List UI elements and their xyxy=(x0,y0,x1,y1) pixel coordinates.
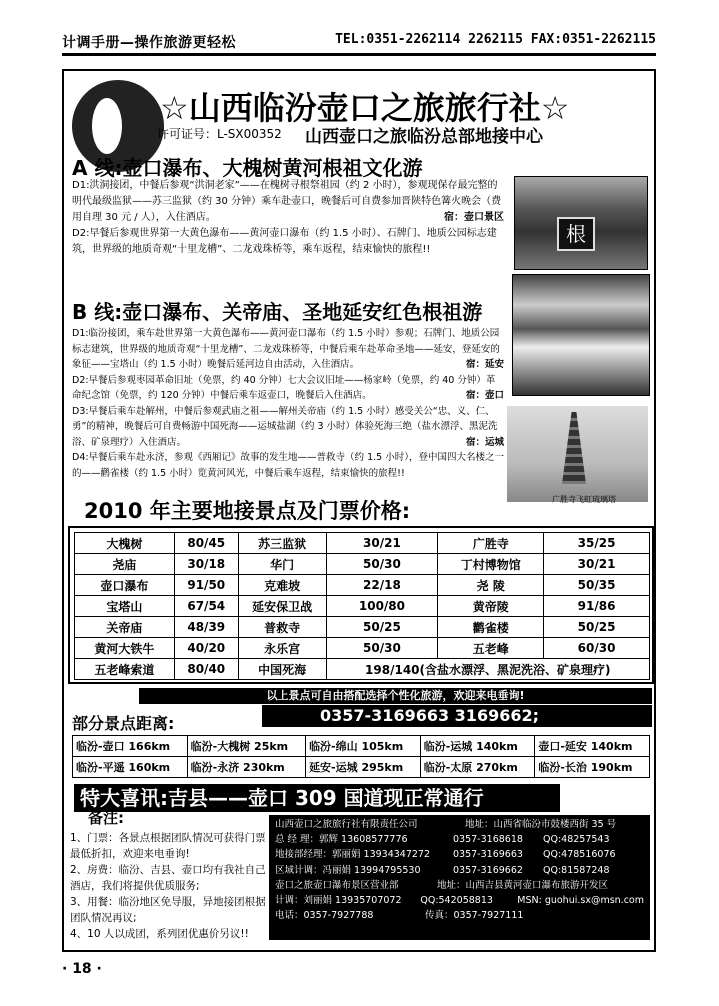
table-cell: 临汾-太原 270km xyxy=(420,757,535,778)
route-b-day-3 xyxy=(72,404,504,451)
contact-row xyxy=(275,893,644,908)
table-cell: 临汾-永济 230km xyxy=(187,757,305,778)
contact-name: 区域计调：冯丽娟 13994795530 xyxy=(275,864,421,876)
photo-caption: 广胜寺飞虹琉璃塔 xyxy=(552,495,616,504)
contact-fax: 传真：0357-7927111 xyxy=(425,910,524,922)
table-cell: 22/18 xyxy=(326,575,438,596)
table-cell: 大槐树 xyxy=(75,533,175,554)
table-cell: 临汾-运城 140km xyxy=(420,736,535,757)
table-cell: 延安-运城 295km xyxy=(306,757,421,778)
table-cell: 五老峰索道 xyxy=(75,659,175,680)
day-text: D3:早餐后乘车赴解州，中餐后参观武庙之祖——解州关帝庙（约 1.5 小时）感受关公“忠、义、仁、勇”的精神，晚餐后可自费畅游中国死海——运城盐湖（约 3 小时）体验死海三绝（盐水漂浮、黑泥洗浴、矿泉理疗）入住酒店。 xyxy=(72,405,498,448)
day-stay: 宿：延安 xyxy=(465,359,504,370)
table-cell: 壶口瀑布 xyxy=(75,575,175,596)
contact-phone: 0357-3169663 xyxy=(453,849,523,861)
table-cell: 临汾-长治 190km xyxy=(535,757,650,778)
table-cell: 苏三监狱 xyxy=(238,533,326,554)
day-stay: 宿：壶口 xyxy=(465,390,504,401)
agency-title: ☆山西临汾壶口之旅旅行社☆ xyxy=(160,89,570,127)
distance-title: 部分景点距离: xyxy=(72,714,175,733)
table-cell: 30/18 xyxy=(174,554,238,575)
notes-list xyxy=(70,830,270,942)
contact-row xyxy=(275,847,644,862)
table-row xyxy=(73,736,650,757)
table-cell: 中国死海 xyxy=(238,659,326,680)
table-cell: 50/25 xyxy=(326,617,438,638)
route-b-itinerary xyxy=(72,326,504,481)
route-a-itinerary xyxy=(72,178,504,258)
table-cell: 广胜寺 xyxy=(438,533,544,554)
table-cell: 关帝庙 xyxy=(75,617,175,638)
contact-name: 地接部经理：郭丽娟 13934347272 xyxy=(275,849,431,861)
contact-qq: QQ:542058813 xyxy=(420,895,493,907)
phone-numbers: 0357-3169663 3169662; xyxy=(262,705,652,727)
table-cell: 华门 xyxy=(238,554,326,575)
table-row xyxy=(75,659,650,680)
day-stay: 宿：运城 xyxy=(465,436,504,448)
table-cell: 永乐宫 xyxy=(238,638,326,659)
table-cell: 普救寺 xyxy=(238,617,326,638)
day-text: D1:临汾接团，乘车赴世界第一大黄色瀑布——黄河壶口瀑布（约 1.5 小时）参观；石牌门、地质公园标志建筑，世界级的地质奇观“十里龙槽”、二龙戏珠桥等，中餐后乘车赴革命圣地——延安，登延安的象征——宝塔山（约 1.5 小时）晚餐后延河边自由活动，入住酒店。 xyxy=(72,328,500,370)
contact-name: 总 经 理：郭辉 13608577776 xyxy=(275,834,408,846)
contact-phone: 0357-3168618 xyxy=(453,834,523,846)
day-text: D2:早餐后参观枣园革命旧址（免票，约 40 分钟）七大会议旧址——杨家岭（免票，约 40 分钟）革命纪念馆（免票，约 120 分钟）中餐后乘车返壶口，晚餐后入住酒店。 xyxy=(72,374,496,401)
table-cell: 91/86 xyxy=(544,596,650,617)
contact-address: 地址：山西省临汾市鼓楼西街 35 号 xyxy=(465,819,617,830)
table-row xyxy=(75,596,650,617)
contact-phone: 0357-3169662 xyxy=(453,864,523,876)
page-number: · 18 · xyxy=(62,961,102,977)
table-cell: 91/50 xyxy=(174,575,238,596)
table-cell: 30/21 xyxy=(544,554,650,575)
contact-box xyxy=(269,815,650,940)
contact-qq: QQ:48257543 xyxy=(543,834,610,846)
table-row xyxy=(73,757,650,778)
route-b-day-4 xyxy=(72,450,504,481)
contact-row xyxy=(275,908,644,923)
day-text: D2:早餐后参观世界第一大黄色瀑布——黄河壶口瀑布（约 1.5 小时）、石牌门、地质公园标志建筑，世界级的地质奇观“十里龙槽”、二龙戏珠桥等，乘车返程，结束愉快的旅程!! xyxy=(72,228,497,255)
table-row xyxy=(75,617,650,638)
contact-row xyxy=(275,817,644,832)
distance-table xyxy=(72,735,650,778)
header-slogan: 计调手册—操作旅游更轻松 xyxy=(62,35,236,51)
promo-banner: 以上景点可自由搭配选择个性化旅游，欢迎来电垂询! xyxy=(139,688,652,704)
table-cell: 临汾-绵山 105km xyxy=(306,736,421,757)
table-cell: 80/45 xyxy=(174,533,238,554)
contact-row xyxy=(275,878,644,893)
day-text: D4:早餐后乘车赴永济，参观《西厢记》故事的发生地——普救寺（约 1.5 小时），登中国四大名楼之一的——鹳雀楼（约 1.5 小时）览黄河风光，中餐后乘车返程，结束愉快的旅程!! xyxy=(72,452,504,479)
route-b-heading: B 线:壶口瀑布、关帝庙、圣地延安红色根祖游 xyxy=(72,300,483,324)
top-header xyxy=(62,30,656,52)
contact-msn: MSN: guohui.sx@msn.com xyxy=(517,895,644,907)
route-a-day-2 xyxy=(72,226,504,258)
table-cell: 35/25 xyxy=(544,533,650,554)
ancestral-gate-photo xyxy=(514,176,648,270)
table-row xyxy=(75,638,650,659)
header-contact: TEL:0351-2262114 2262115 FAX:0351-2262115 xyxy=(335,32,656,47)
table-row xyxy=(75,575,650,596)
route-a-heading: A 线:壶口瀑布、大槐树黄河根祖文化游 xyxy=(72,156,423,180)
contact-row xyxy=(275,832,644,847)
table-row xyxy=(75,533,650,554)
gate-sign: 根 xyxy=(557,217,595,251)
contact-branch: 壶口之旅壶口瀑布景区营业部 xyxy=(275,879,399,891)
price-table-title: 2010 年主要地接景点及门票价格: xyxy=(84,499,411,523)
note-item: 3、用餐：临汾地区免导服，异地接团根据团队情况再议; xyxy=(70,896,266,924)
table-cell: 尧 陵 xyxy=(438,575,544,596)
waterfall-photo xyxy=(512,274,650,396)
table-cell: 临汾-大槐树 25km xyxy=(187,736,305,757)
contact-phone: 电话：0357-7927788 xyxy=(275,910,374,922)
route-b-day-1 xyxy=(72,326,504,373)
day-text: D1:洪洞接团，中餐后参观“洪洞老家”——在槐树寻根祭祖园（约 2 小时），参观现保存最完整的明代最级监狱——苏三监狱（约 30 分钟）乘车赴壶口，晚餐后可自费参加晋陕特色篝火晚会（费用自理 30 元 / 人），入住酒店。 xyxy=(72,180,502,223)
contact-name: 计调：刘丽娟 13935707072 xyxy=(275,895,402,907)
table-cell: 壶口-延安 140km xyxy=(535,736,650,757)
table-cell: 鹳雀楼 xyxy=(438,617,544,638)
table-cell: 67/54 xyxy=(174,596,238,617)
table-cell: 50/30 xyxy=(326,638,438,659)
notes-title: 备注: xyxy=(88,809,124,827)
table-cell: 40/20 xyxy=(174,638,238,659)
table-cell: 80/40 xyxy=(174,659,238,680)
note-item: 2、房费：临汾、吉县、壶口均有我社自己酒店，我们将提供优质服务; xyxy=(70,864,266,892)
day-stay: 宿：壶口景区 xyxy=(444,212,504,223)
table-cell: 黄帝陵 xyxy=(438,596,544,617)
table-cell: 198/140(含盐水漂浮、黑泥洗浴、矿泉理疗) xyxy=(326,659,649,680)
table-cell: 临汾-壶口 166km xyxy=(73,736,188,757)
table-cell: 临汾-平遥 160km xyxy=(73,757,188,778)
contact-qq: QQ:81587248 xyxy=(543,864,610,876)
table-cell: 48/39 xyxy=(174,617,238,638)
table-cell: 尧庙 xyxy=(75,554,175,575)
route-b-day-2 xyxy=(72,373,504,404)
table-cell: 50/25 xyxy=(544,617,650,638)
table-cell: 宝塔山 xyxy=(75,596,175,617)
contact-row xyxy=(275,863,644,878)
table-row xyxy=(75,554,650,575)
table-cell: 30/21 xyxy=(326,533,438,554)
news-banner: 特大喜讯:吉县——壶口 309 国道现正常通行 xyxy=(74,784,560,812)
table-cell: 50/35 xyxy=(544,575,650,596)
agency-subtitle: 山西壶口之旅临汾总部地接中心 xyxy=(305,127,543,147)
table-cell: 50/30 xyxy=(326,554,438,575)
table-cell: 丁村博物馆 xyxy=(438,554,544,575)
table-cell: 60/30 xyxy=(544,638,650,659)
table-cell: 五老峰 xyxy=(438,638,544,659)
route-a-day-1 xyxy=(72,178,504,226)
license-number: 许可证号：L-SX00352 xyxy=(157,127,282,141)
price-table xyxy=(74,532,650,680)
header-rule xyxy=(62,53,656,56)
note-item: 4、10 人以成团，系列团优惠价另议!! xyxy=(70,928,249,940)
table-cell: 100/80 xyxy=(326,596,438,617)
table-cell: 延安保卫战 xyxy=(238,596,326,617)
contact-qq: QQ:478516076 xyxy=(543,849,616,861)
contact-address: 地址：山西吉县黄河壶口瀑布旅游开发区 xyxy=(437,879,609,891)
note-item: 1、门票：各景点根据团队情况可获得门票最低折扣，欢迎来电垂询! xyxy=(70,832,266,860)
table-cell: 克难坡 xyxy=(238,575,326,596)
contact-company: 山西壶口之旅旅行社有限责任公司 xyxy=(275,819,418,830)
table-cell: 黄河大铁牛 xyxy=(75,638,175,659)
